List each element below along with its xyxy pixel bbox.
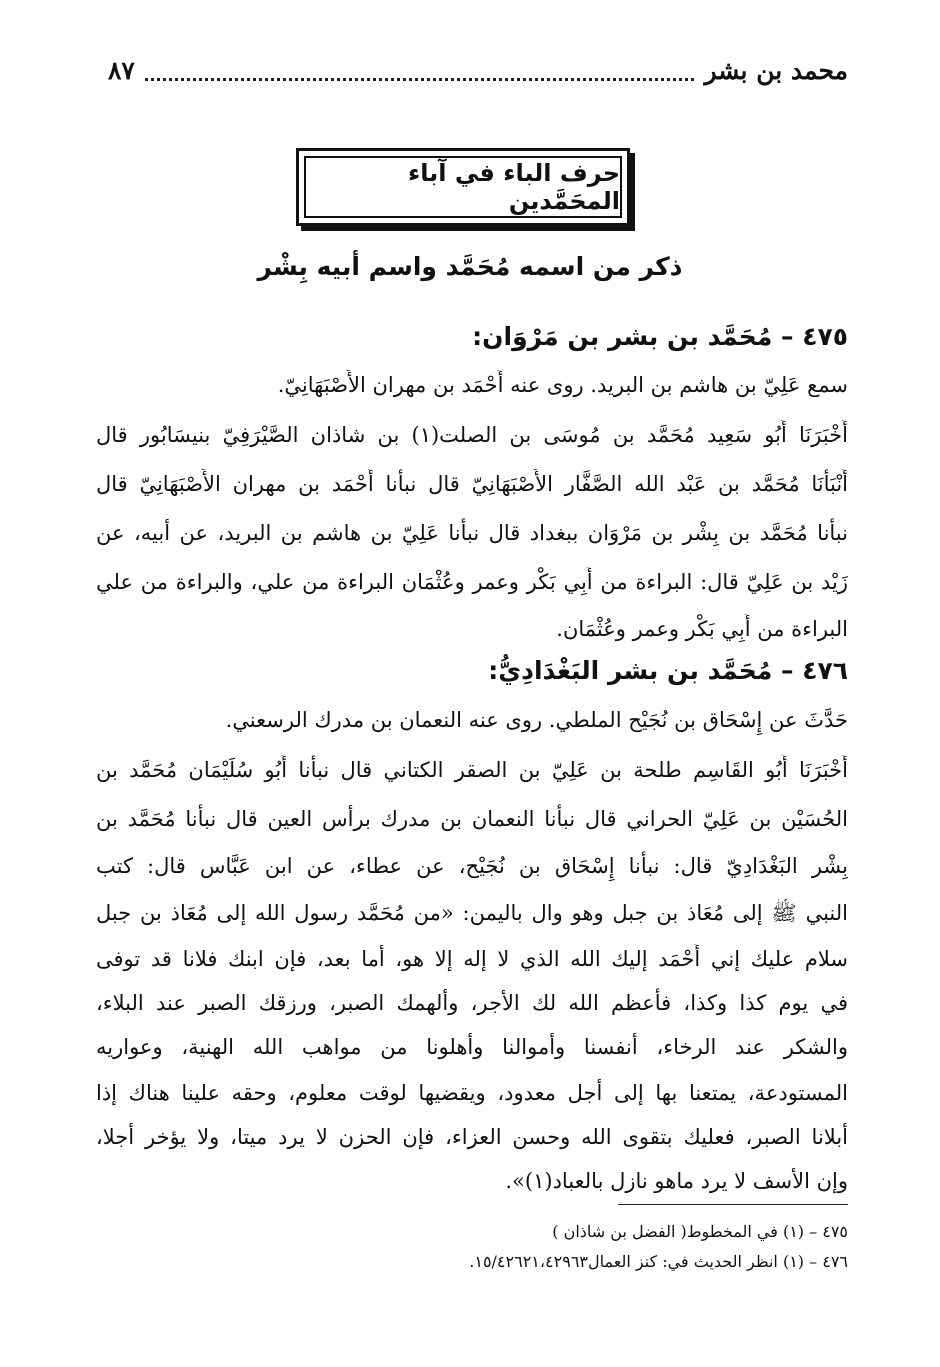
entry-476-line: بِشْر البَغْدَادِيّ قال: نبأنا إِسْحَاق بن نُجَيْح، عن عطاء، عن ابن عَبَّاس قال: كتب [96,854,848,878]
footnote: ٤٧٥ – (١) في المخطوط( الفضل بن شاذان ) [552,1222,848,1241]
entry-476-line: النبي ﷺ إلى مُعَاذ بن جبل وهو وال باليمن: «من مُحَمَّد رسول الله إلى مُعَاذ بن جبل [96,901,848,925]
footnote: ٤٧٦ – (١) انظر الحديث في: كنز العمال١٥/٤٢٦٢١،٤٢٩٦٣. [469,1252,848,1271]
entry-476-line: أَخْبَرَنَا أَبُو القَاسِم طلحة بن عَلِيّ بن الصقر الكتاني قال نبأنا أَبُو سُلَيْمَان مُحَمَّد بن [96,758,848,782]
section-heading: ذكر من اسمه مُحَمَّد واسم أبيه بِشْر [257,252,683,281]
entry-475-line: أَنْبَأَنَا مُحَمَّد بن عَبْد الله الصَّفَّار الأَصْبَهَانِيّ قال نبأنا أَحْمَد بن مهران الأَصْبَهَانِيّ قال [96,472,848,496]
entry-475-line: نبأنا مُحَمَّد بن بِشْر بن مَرْوَان ببغداد قال نبأنا عَلِيّ بن هاشم بن البريد، عن أبيه، عن [96,521,848,545]
entry-476-line: أبلانا الصبر، فعليك بتقوى الله وحسن العزاء، فإن الحزن لا يرد ميتا، ولا يؤخر أجلا، [96,1125,848,1149]
entry-475-line: سمع عَلِيّ بن هاشم بن البريد. روى عنه أَحْمَد بن مهران الأَصْبَهَانِيّ. [277,373,848,397]
chapter-heading: حرف الباء في آباء المحَمَّدين [304,156,622,218]
entry-475-line: زَيْد بن عَلِيّ قال: البراءة من أَبِي بَكْر وعمر وعُثْمَان البراءة من علي، والبراءة من علي [96,570,848,594]
entry-heading-476: ٤٧٦ – مُحَمَّد بن بشر البَغْدَادِيُّ: [488,656,848,685]
entry-476-line: الحُسَيْن بن عَلِيّ الحراني قال نبأنا النعمان بن مدرك برأس العين قال نبأنا مُحَمَّد بن [96,807,848,831]
entry-476-line: سلام عليك إني أَحْمَد إليك الله الذي لا إله إلا هو، أما بعد، فإن ابنك فلانا قد توفى [96,947,848,971]
entry-475-line: أَخْبَرَنَا أَبُو سَعِيد مُحَمَّد بن مُوسَى بن الصلت(١) بن شاذان الصَّيْرَفِيّ بنيسَابُور قال [96,423,848,447]
entry-476-line: حَدَّثَ عن إِسْحَاق بن نُجَيْح الملطي. روى عنه النعمان بن مدرك الرسعني. [225,708,848,732]
entry-476-line: وإن الأسف لا يرد ماهو نازل بالعباد(١)». [505,1169,848,1193]
running-header [108,50,848,90]
entry-476-line: والشكر عند الرخاء، أنفسنا وأموالنا وأهلونا من مواهب الله الهنية، وعواريه [96,1035,848,1059]
entry-heading-475: ٤٧٥ – مُحَمَّد بن بشر بن مَرْوَان: [472,322,848,351]
header-title: محمد بن بشر [704,55,848,85]
entry-476-line: في يوم كذا وكذا، فأعظم الله لك الأجر، وألهمك الصبر، ورزقك الصبر عند البلاء، [96,991,848,1015]
footnote-separator [618,1204,848,1205]
entry-476-line: المستودعة، يمتعنا بها إلى أجل معدود، ويقضيها لوقت معلوم، وحقه علينا هناك إذا [96,1081,848,1105]
page-number: ٨٧ [108,55,135,85]
chapter-heading-box [296,148,630,226]
header-dotted-leader [145,68,695,81]
entry-475-line: البراءة من أَبِي بَكْر وعمر وعُثْمَان. [556,617,848,641]
